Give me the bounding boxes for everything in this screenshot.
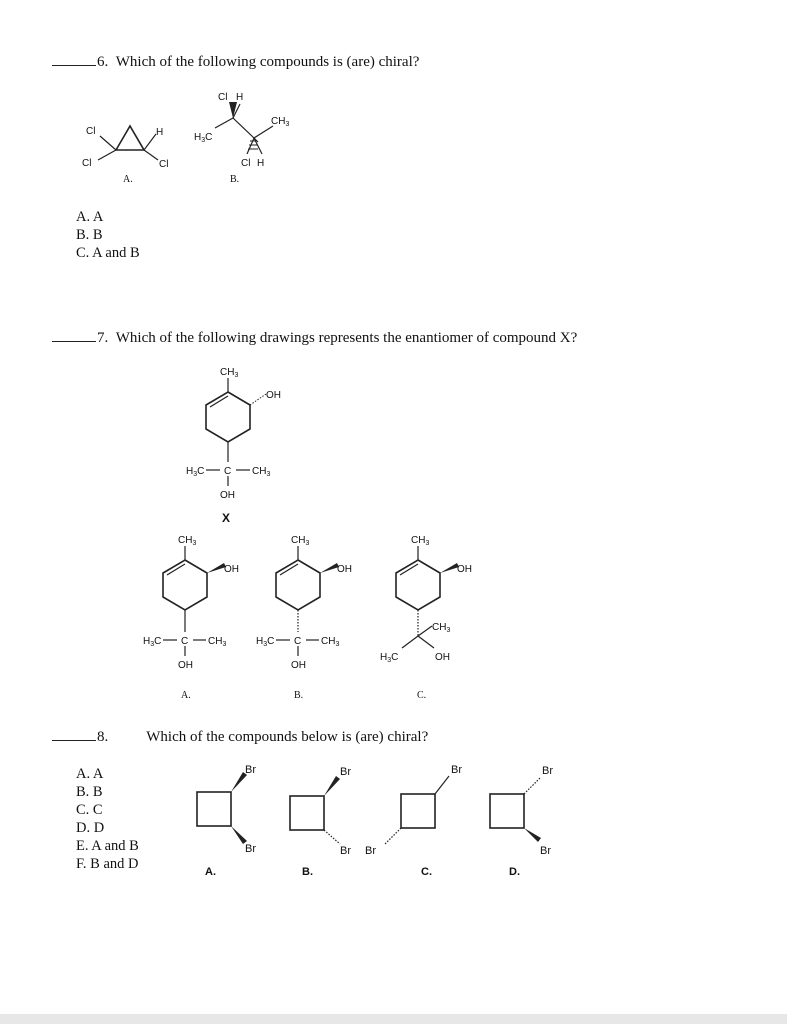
q8-option-c[interactable]: C. C [76,802,103,818]
q7a-ch3: $CH_3$ [178,535,197,547]
q7-structure-c-label: C. [417,690,427,701]
q7-structure-a [143,535,239,701]
q6b-ch3: $CH_3$ [271,116,290,128]
q6-option-a[interactable]: A. A [76,209,104,225]
q8b-br-top: Br [340,766,351,778]
qx-c: C [224,466,232,477]
q7b-oh-bottom: OH [291,660,306,671]
q8-structure-d-label: D. [509,866,520,878]
q6b-h-bottom: H [257,158,265,169]
q6-option-b[interactable]: B. B [76,227,103,243]
q6-structure-b [194,92,289,185]
q6b-cl-top: Cl [218,92,228,103]
q7b-h3c: $H_3C$ [256,636,275,648]
q8d-br-top: Br [542,765,553,777]
qx-ch3: $CH_3$ [220,367,239,379]
q7-option-structures [140,530,500,705]
qx-oh-bottom: OH [220,490,235,501]
question-7-text: Which of the following drawings represents the enantiomer of compound X? [115,330,578,346]
q7c-ch3: $CH_3$ [411,535,430,547]
q8-option-f[interactable]: F. B and D [76,856,139,872]
q8-structure-c-label: C. [421,866,432,878]
answer-blank-6[interactable] [52,64,96,66]
question-7-number: 7. [97,330,109,346]
question-8 [52,729,428,746]
q8-structure-b [290,766,351,878]
page-bottom-edge [0,1014,787,1024]
compound-x-label: X [222,511,231,525]
q6-option-c[interactable]: C. A and B [76,245,140,261]
q7a-h3c: $H_3C$ [143,636,162,648]
q8-structure-c [365,764,462,878]
question-6-number: 6. [97,54,109,70]
q6b-h3c: $H_3C$ [194,132,213,144]
q7a-oh-bottom: OH [178,660,193,671]
q7a-ch3-right: $CH_3$ [208,636,227,648]
question-6 [52,54,419,71]
qx-ch3-right: $CH_3$ [252,466,271,478]
q6b-h-top: H [236,92,244,103]
q8-options [76,765,139,873]
question-8-number: 8. [97,729,109,745]
qx-h3c: $H_3C$ [186,466,205,478]
q7c-oh-bottom: OH [435,652,450,663]
q8-option-a[interactable]: A. A [76,766,104,782]
answer-blank-8[interactable] [52,739,96,741]
q8d-br-bottom: Br [540,845,551,857]
q8b-br-bottom: Br [340,845,351,857]
qx-oh: OH [266,390,281,401]
q6-options [76,208,140,262]
q8-option-e[interactable]: E. A and B [76,838,139,854]
q8c-br-top: Br [451,764,462,776]
q7-compound-x [170,362,290,527]
q7a-oh: OH [224,564,239,575]
q7c-oh: OH [457,564,472,575]
q8-structure-a-label: A. [205,866,216,878]
q7b-ch3: $CH_3$ [291,535,310,547]
q8-structure-b-label: B. [302,866,313,878]
q7-structure-c [380,535,472,701]
q7b-ch3-right: $CH_3$ [321,636,340,648]
q7-structure-b-label: B. [294,690,304,701]
q6-structure-a [82,126,168,185]
q8c-br-bottom: Br [365,845,376,857]
q6a-cl-top: Cl [86,126,96,137]
q6-structures [70,88,370,188]
q7-structure-b [256,535,352,701]
q6a-h: H [156,127,164,138]
q8-structures [185,758,585,883]
q7-structure-a-label: A. [181,690,191,701]
q8a-br-top: Br [245,764,256,776]
q6b-cl-bottom: Cl [241,158,251,169]
q6-structure-a-label: A. [123,174,133,185]
q8a-br-bottom: Br [245,843,256,855]
q7a-c: C [181,636,189,647]
q6a-cl-right: Cl [159,159,169,170]
question-6-text: Which of the following compounds is (are) chiral? [115,54,420,70]
q6a-cl-bottom: Cl [82,158,92,169]
q8-option-d[interactable]: D. D [76,820,105,836]
q6-structure-b-label: B. [230,174,240,185]
question-7 [52,330,577,347]
q8-option-b[interactable]: B. B [76,784,103,800]
q7b-c: C [294,636,302,647]
answer-blank-7[interactable] [52,340,96,342]
q7c-h3c: $H_3C$ [380,652,399,664]
q8-structure-d [490,765,553,878]
question-8-text: Which of the compounds below is (are) chiral? [146,729,429,745]
q8-structure-a [197,764,256,878]
q7c-ch3-side: $CH_3$ [432,622,451,634]
q7b-oh: OH [337,564,352,575]
